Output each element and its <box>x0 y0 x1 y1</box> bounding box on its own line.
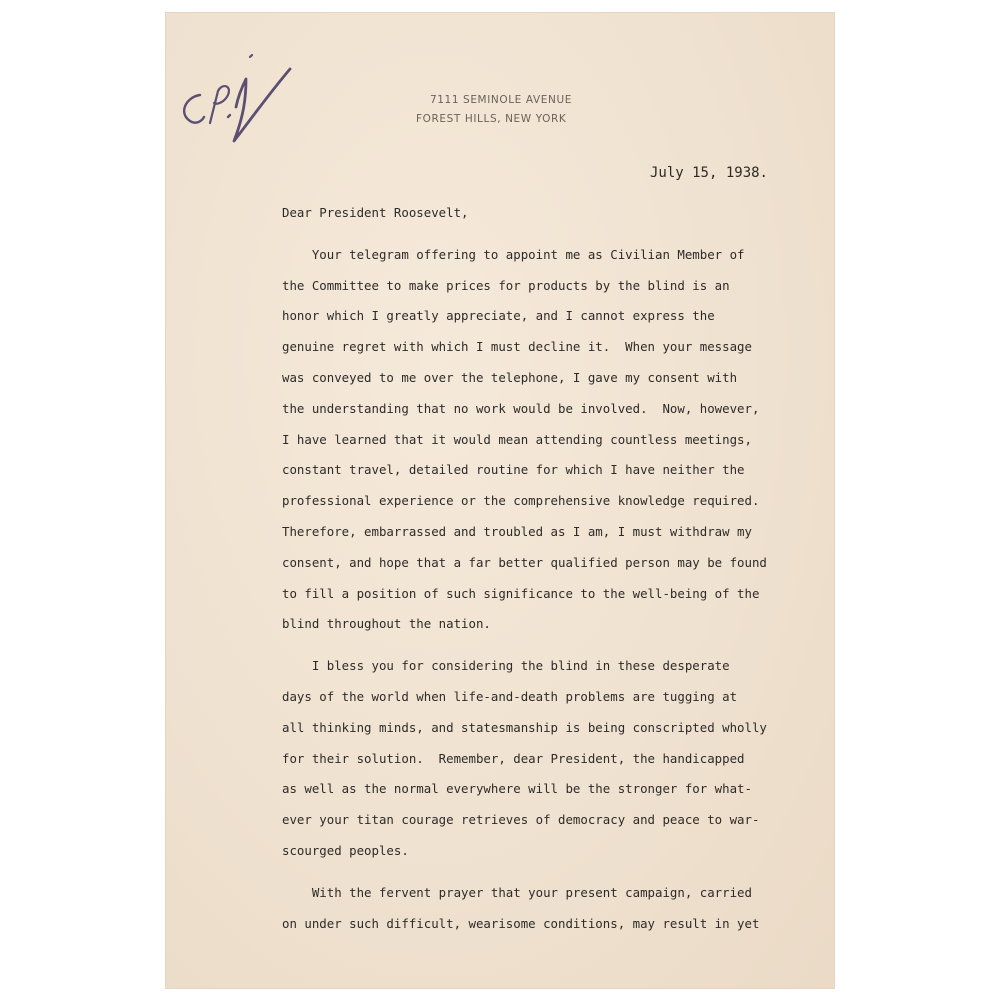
initials-stroke-dot <box>228 115 230 117</box>
text-line: scourged peoples. <box>282 842 409 858</box>
text-line: was conveyed to me over the telephone, I gave my consent with <box>282 369 738 385</box>
letter-body <box>282 198 802 950</box>
text-line: ever your titan courage retrieves of democracy and peace to war- <box>282 812 760 828</box>
text-line: the understanding that no work would be involved. Now, however, <box>282 400 760 416</box>
text-line: Your telegram offering to appoint me as Civilian Member of <box>282 246 745 262</box>
paragraph-3 <box>282 878 802 940</box>
text-line: for their solution. Remember, dear President, the handicapped <box>282 750 745 766</box>
letter-page <box>166 13 834 988</box>
text-line: on under such difficult, wearisome conditions, may result in yet <box>282 915 760 931</box>
text-line: to fill a position of such significance to the well-being of the <box>282 585 760 601</box>
letter-date: July 15, 1938. <box>649 165 768 181</box>
initials-stroke-p <box>210 86 229 123</box>
text-line: professional experience or the comprehensive knowledge required. <box>282 493 760 509</box>
text-line: the Committee to make prices for products by the blind is an <box>282 277 730 293</box>
initials-stroke-c <box>184 95 204 123</box>
letterhead-city: FOREST HILLS, NEW YORK <box>416 113 567 125</box>
text-line: With the fervent prayer that your present campaign, carried <box>282 884 752 900</box>
salutation: Dear President Roosevelt, <box>282 205 469 220</box>
text-line: as well as the normal everywhere will be the stronger for what- <box>282 781 752 797</box>
text-line: I have learned that it would mean attending countless meetings, <box>282 431 752 447</box>
text-line: blind throughout the nation. <box>282 616 491 632</box>
letterhead-street: 7111 SEMINOLE AVENUE <box>430 94 572 106</box>
initials-stroke-n <box>234 69 290 141</box>
text-line: days of the world when life-and-death problems are tugging at <box>282 688 738 704</box>
initials-stroke-tick <box>250 55 252 57</box>
text-line: consent, and hope that a far better qualified person may be found <box>282 554 767 570</box>
paragraph-2 <box>282 651 802 867</box>
text-line: honor which I greatly appreciate, and I cannot express the <box>282 308 715 324</box>
text-line: Therefore, embarrassed and troubled as I am, I must withdraw my <box>282 523 752 539</box>
handwritten-initials <box>166 13 306 153</box>
letterhead <box>414 91 594 129</box>
paragraph-1 <box>282 240 802 640</box>
text-line: genuine regret with which I must decline it. When your message <box>282 339 752 355</box>
text-line: I bless you for considering the blind in these desperate <box>282 658 730 674</box>
text-line: all thinking minds, and statesmanship is being conscripted wholly <box>282 719 767 735</box>
text-line: constant travel, detailed routine for which I have neither the <box>282 462 745 478</box>
